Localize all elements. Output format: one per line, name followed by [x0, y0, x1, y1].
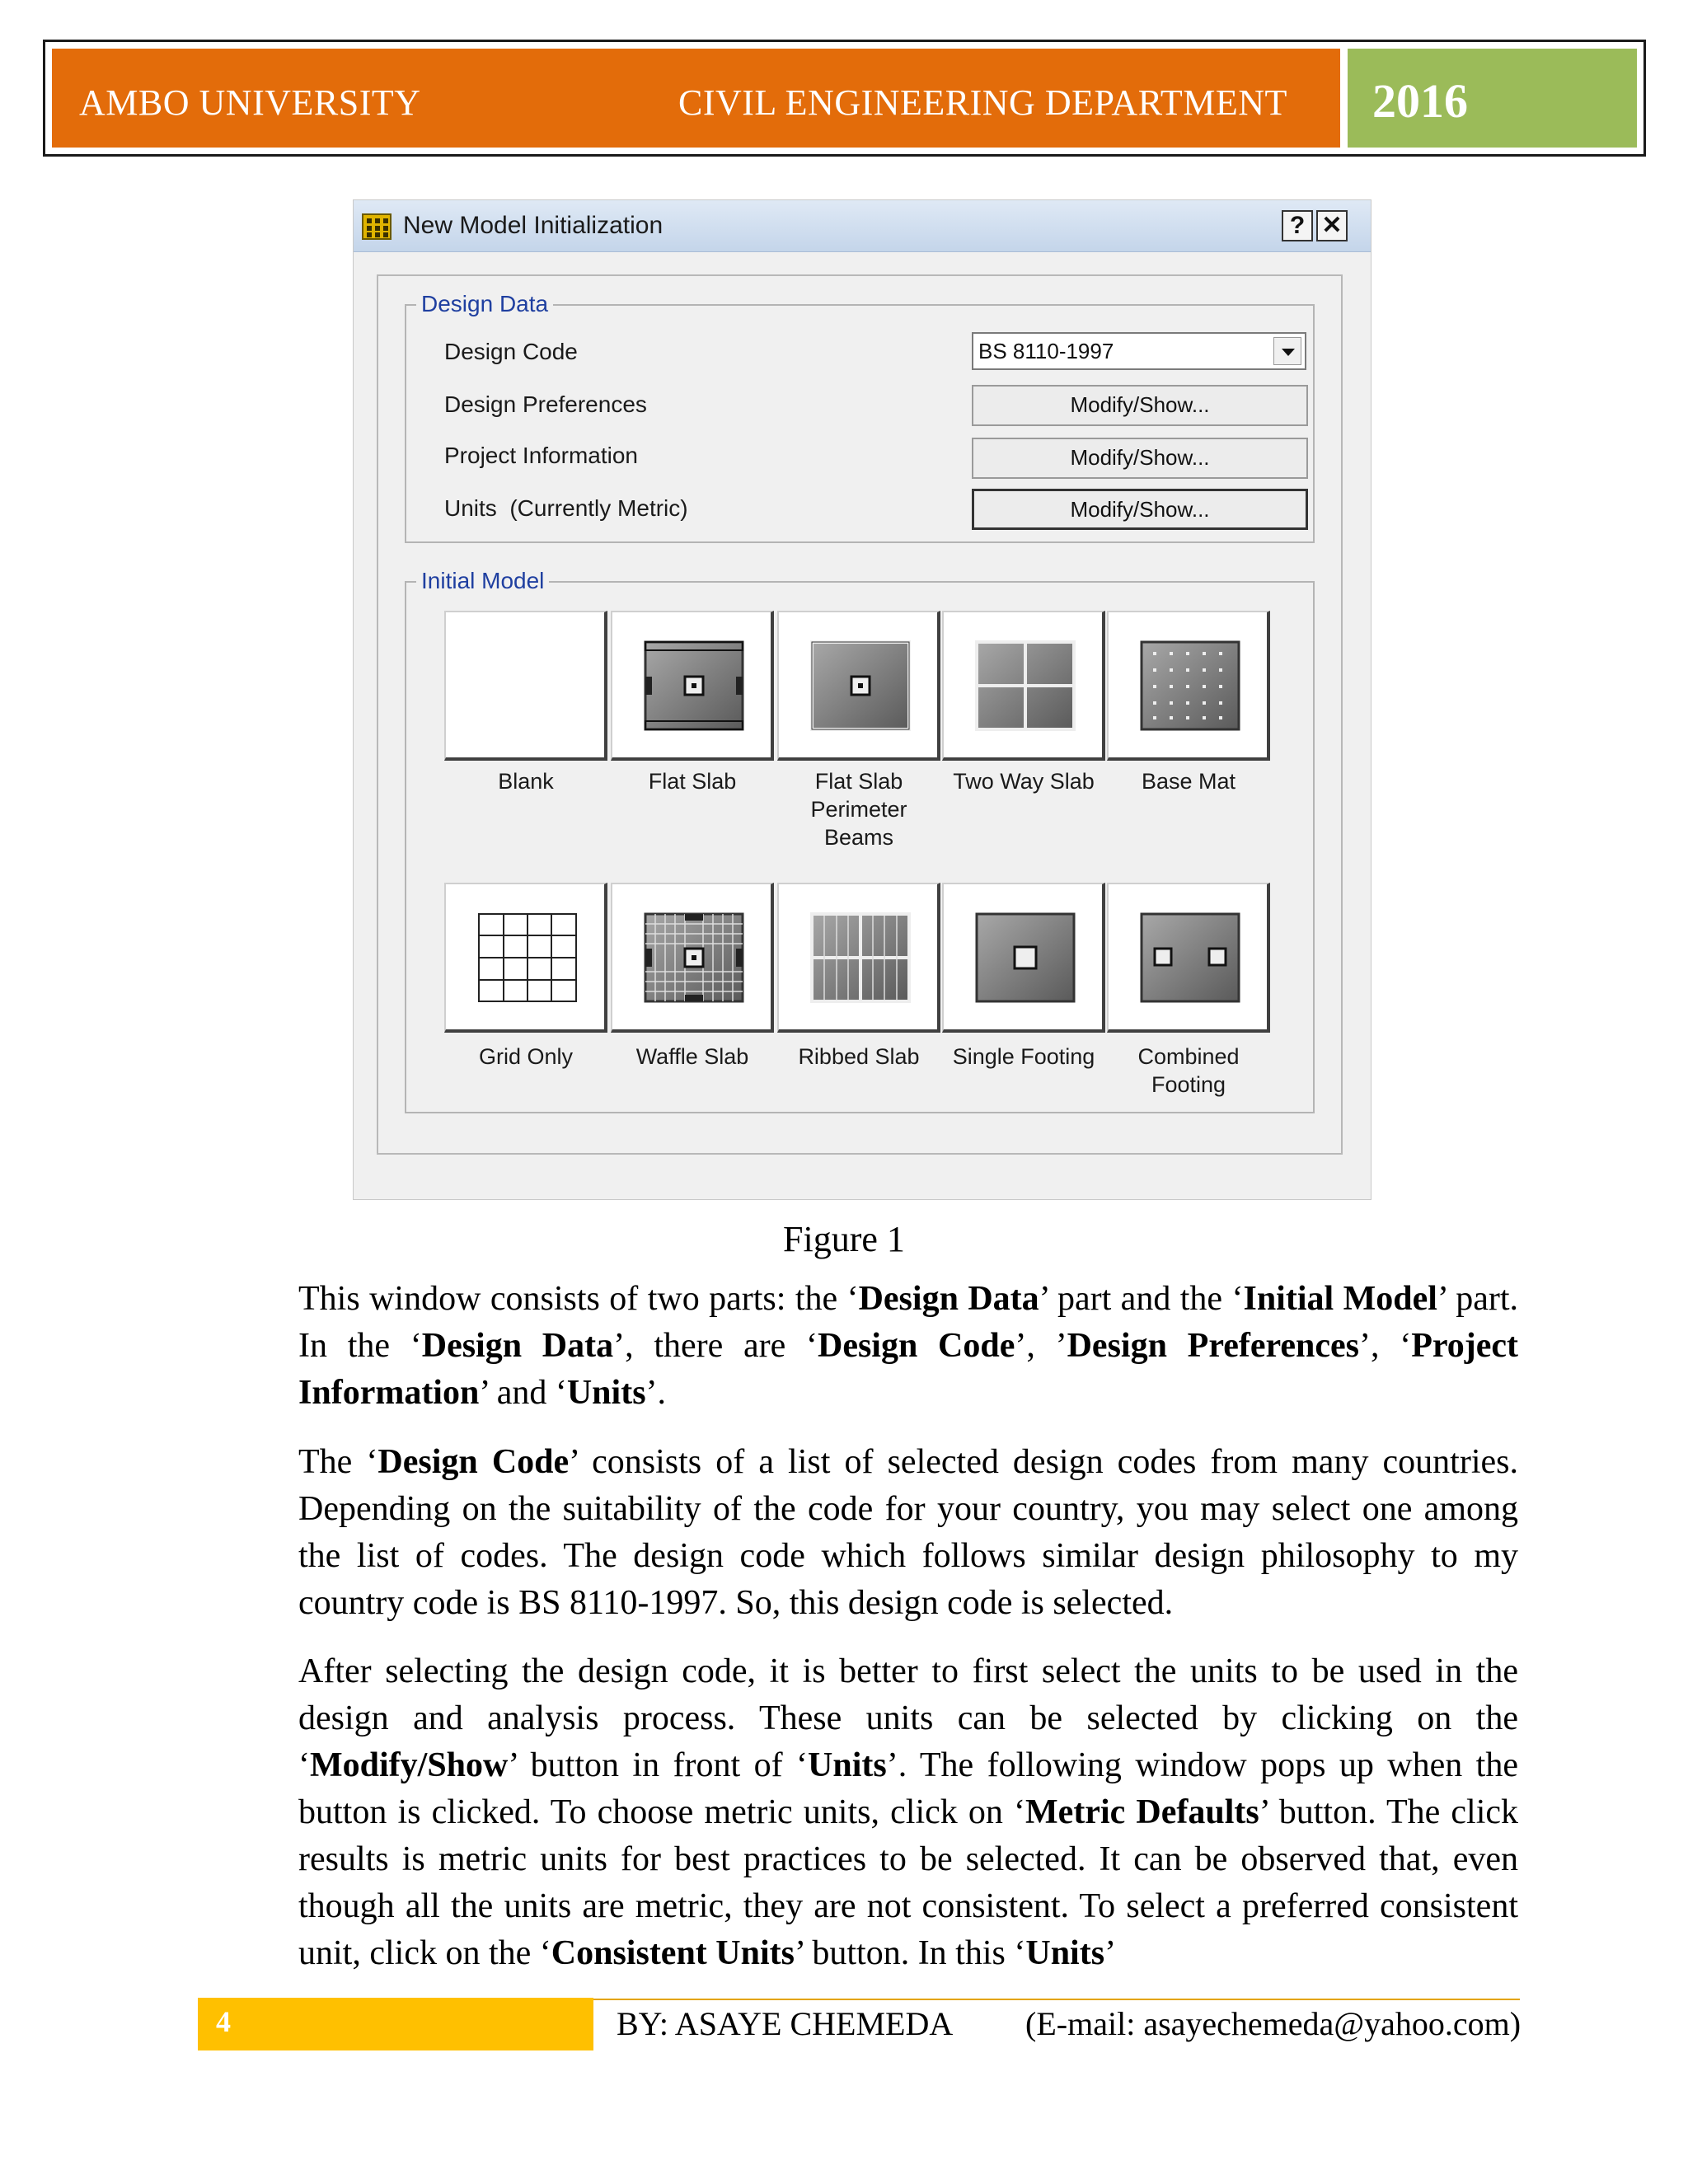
paragraph-2: [298, 1439, 1518, 1627]
tile-label-combined-footing-2: Footing: [1151, 1072, 1226, 1097]
p3-bold-2: Units: [808, 1746, 887, 1784]
model-tile-two-way-slab[interactable]: [942, 611, 1105, 761]
model-tile-combined-footing[interactable]: [1107, 883, 1270, 1033]
header-university: AMBO UNIVERSITY: [79, 82, 421, 123]
flat-slab-icon: [644, 640, 744, 731]
header-orange-band: [52, 49, 1340, 148]
p1-text-1: This window consists of two parts: the ‘: [298, 1280, 859, 1318]
p2-text-2: ’ consists of a list of selected design codes from many countries. Depending on the suitability of the code for your country, you may select one among the list of codes. The design code which follows similar design philosophy to my country code is BS 8110-1997. So, this design code is selected.: [298, 1443, 1518, 1622]
model-tile-flat-slab-perimeter-beams[interactable]: [777, 611, 940, 761]
design-preferences-modify-button[interactable]: Modify/Show...: [972, 385, 1308, 426]
p1-bold-2: Initial Model: [1243, 1280, 1437, 1318]
tile-label-blank: Blank: [498, 769, 554, 794]
p3-bold-1: Modify/Show: [310, 1746, 509, 1784]
project-information-modify-button[interactable]: Modify/Show...: [972, 438, 1308, 479]
tile-label-waffle-slab: Waffle Slab: [635, 1044, 749, 1069]
design-data-legend: Design Data: [416, 291, 553, 317]
footer-divider: [593, 1999, 1520, 2000]
p1-bold-1: Design Data: [858, 1280, 1039, 1318]
p1-bold-3: Design Data: [421, 1327, 614, 1365]
p1-text-2: ’ part and the ‘: [1039, 1280, 1244, 1318]
p2-text-1: The ‘: [298, 1443, 378, 1481]
model-tile-grid-only[interactable]: [444, 883, 607, 1033]
p1-text-5: ’, ’: [1015, 1327, 1067, 1365]
p2-bold-1: Design Code: [377, 1443, 570, 1481]
tile-label-base-mat: Base Mat: [1141, 769, 1236, 794]
tile-label-ribbed-slab: Ribbed Slab: [798, 1044, 920, 1069]
model-tile-base-mat[interactable]: [1107, 611, 1270, 761]
footer-credit: [617, 2004, 1521, 2043]
p1-bold-4: Design Code: [817, 1327, 1015, 1365]
combined-footing-icon: [1140, 912, 1240, 1003]
waffle-slab-icon: [644, 912, 744, 1003]
header-department: CIVIL ENGINEERING DEPARTMENT: [678, 82, 1287, 123]
tile-label-flat-slab-perimeter-beams-3: Beams: [823, 825, 894, 850]
model-tile-single-footing[interactable]: [942, 883, 1105, 1033]
model-tile-ribbed-slab[interactable]: [777, 883, 940, 1033]
initial-model-group: [405, 568, 1315, 1113]
p3-text-1: After selecting the design code, it is better to first select the units to be used in the design and analysis process. These units can be selected by clicking on the ‘: [298, 1652, 1518, 1784]
p3-text-3: ’. The following window pops up when the button is clicked. To choose metric units, click on ‘: [298, 1746, 1518, 1831]
p1-bold-7: Units: [566, 1374, 646, 1412]
model-tile-blank[interactable]: [444, 611, 607, 761]
base-mat-icon: [1140, 640, 1240, 731]
units-modify-button[interactable]: Modify/Show...: [972, 489, 1308, 530]
dialog-titlebar: [354, 200, 1371, 252]
p1-text-7: ’ and ‘: [479, 1374, 567, 1412]
paragraph-1: [298, 1276, 1518, 1417]
initial-model-legend: Initial Model: [416, 568, 549, 594]
p1-bold-6: Project Information: [298, 1327, 1518, 1412]
app-grid-icon: [362, 213, 392, 240]
design-code-label: Design Code: [444, 339, 578, 364]
p1-text-8: ’.: [645, 1374, 667, 1412]
p3-text-2: ’ button in front of ‘: [508, 1746, 808, 1784]
project-information-label: Project Information: [444, 443, 638, 468]
two-way-slab-icon: [975, 640, 1076, 731]
design-data-group: [405, 291, 1315, 543]
footer-author: BY: ASAYE CHEMEDA: [617, 2005, 952, 2042]
page-number: 4: [216, 2005, 231, 2038]
grid-only-icon: [477, 912, 578, 1003]
p1-text-4: ’, there are ‘: [613, 1327, 818, 1365]
p3-text-4: ’ button. The click results is metric units for best practices to be selected. It can be observed that, even though all the units are metric, they are not consistent. To select a preferred consistent unit, click on the ‘: [298, 1793, 1518, 1972]
header-year: 2016: [1372, 74, 1468, 128]
page-header: [43, 40, 1646, 157]
flat-slab-perimeter-beams-icon: [810, 640, 911, 731]
tile-label-combined-footing-1: Combined: [1137, 1044, 1240, 1069]
design-code-select[interactable]: [972, 332, 1306, 370]
units-label: Units (Currently Metric): [444, 495, 688, 521]
tile-label-flat-slab-perimeter-beams-2: Perimeter: [810, 797, 907, 822]
tile-label-single-footing: Single Footing: [952, 1044, 1095, 1069]
p3-text-6: ’: [1104, 1934, 1117, 1972]
chevron-down-icon[interactable]: [1273, 337, 1301, 365]
p3-bold-4: Consistent Units: [551, 1934, 795, 1972]
single-footing-icon: [975, 912, 1076, 1003]
p3-bold-5: Units: [1025, 1934, 1105, 1972]
p3-bold-3: Metric Defaults: [1025, 1793, 1259, 1831]
tile-label-flat-slab: Flat Slab: [648, 769, 737, 794]
header-green-band: [1348, 49, 1637, 148]
footer-email: (E-mail: asayechemeda@yahoo.com): [1025, 2005, 1522, 2042]
dialog-title: New Model Initialization: [403, 212, 663, 239]
p1-bold-5: Design Preferences: [1067, 1327, 1359, 1365]
tile-label-grid-only: Grid Only: [478, 1044, 574, 1069]
design-code-value: BS 8110-1997: [978, 339, 1114, 363]
p1-text-3: ’ part. In the ‘: [298, 1280, 1518, 1365]
model-tile-waffle-slab[interactable]: [611, 883, 774, 1033]
paragraph-3: [298, 1648, 1518, 1977]
help-button[interactable]: ?: [1282, 210, 1313, 241]
figure-caption: Figure 1: [783, 1219, 905, 1259]
model-tile-flat-slab[interactable]: [611, 611, 774, 761]
footer-page-bar: [198, 1998, 593, 2050]
design-preferences-label: Design Preferences: [444, 391, 647, 417]
tile-label-flat-slab-perimeter-beams-1: Flat Slab: [814, 769, 903, 794]
p3-text-5: ’ button. In this ‘: [794, 1934, 1026, 1972]
ribbed-slab-icon: [810, 912, 911, 1003]
p1-text-6: ’, ‘: [1358, 1327, 1412, 1365]
close-button[interactable]: ✕: [1316, 210, 1348, 241]
new-model-initialization-dialog: [353, 199, 1372, 1200]
tile-label-two-way-slab: Two Way Slab: [953, 769, 1095, 794]
